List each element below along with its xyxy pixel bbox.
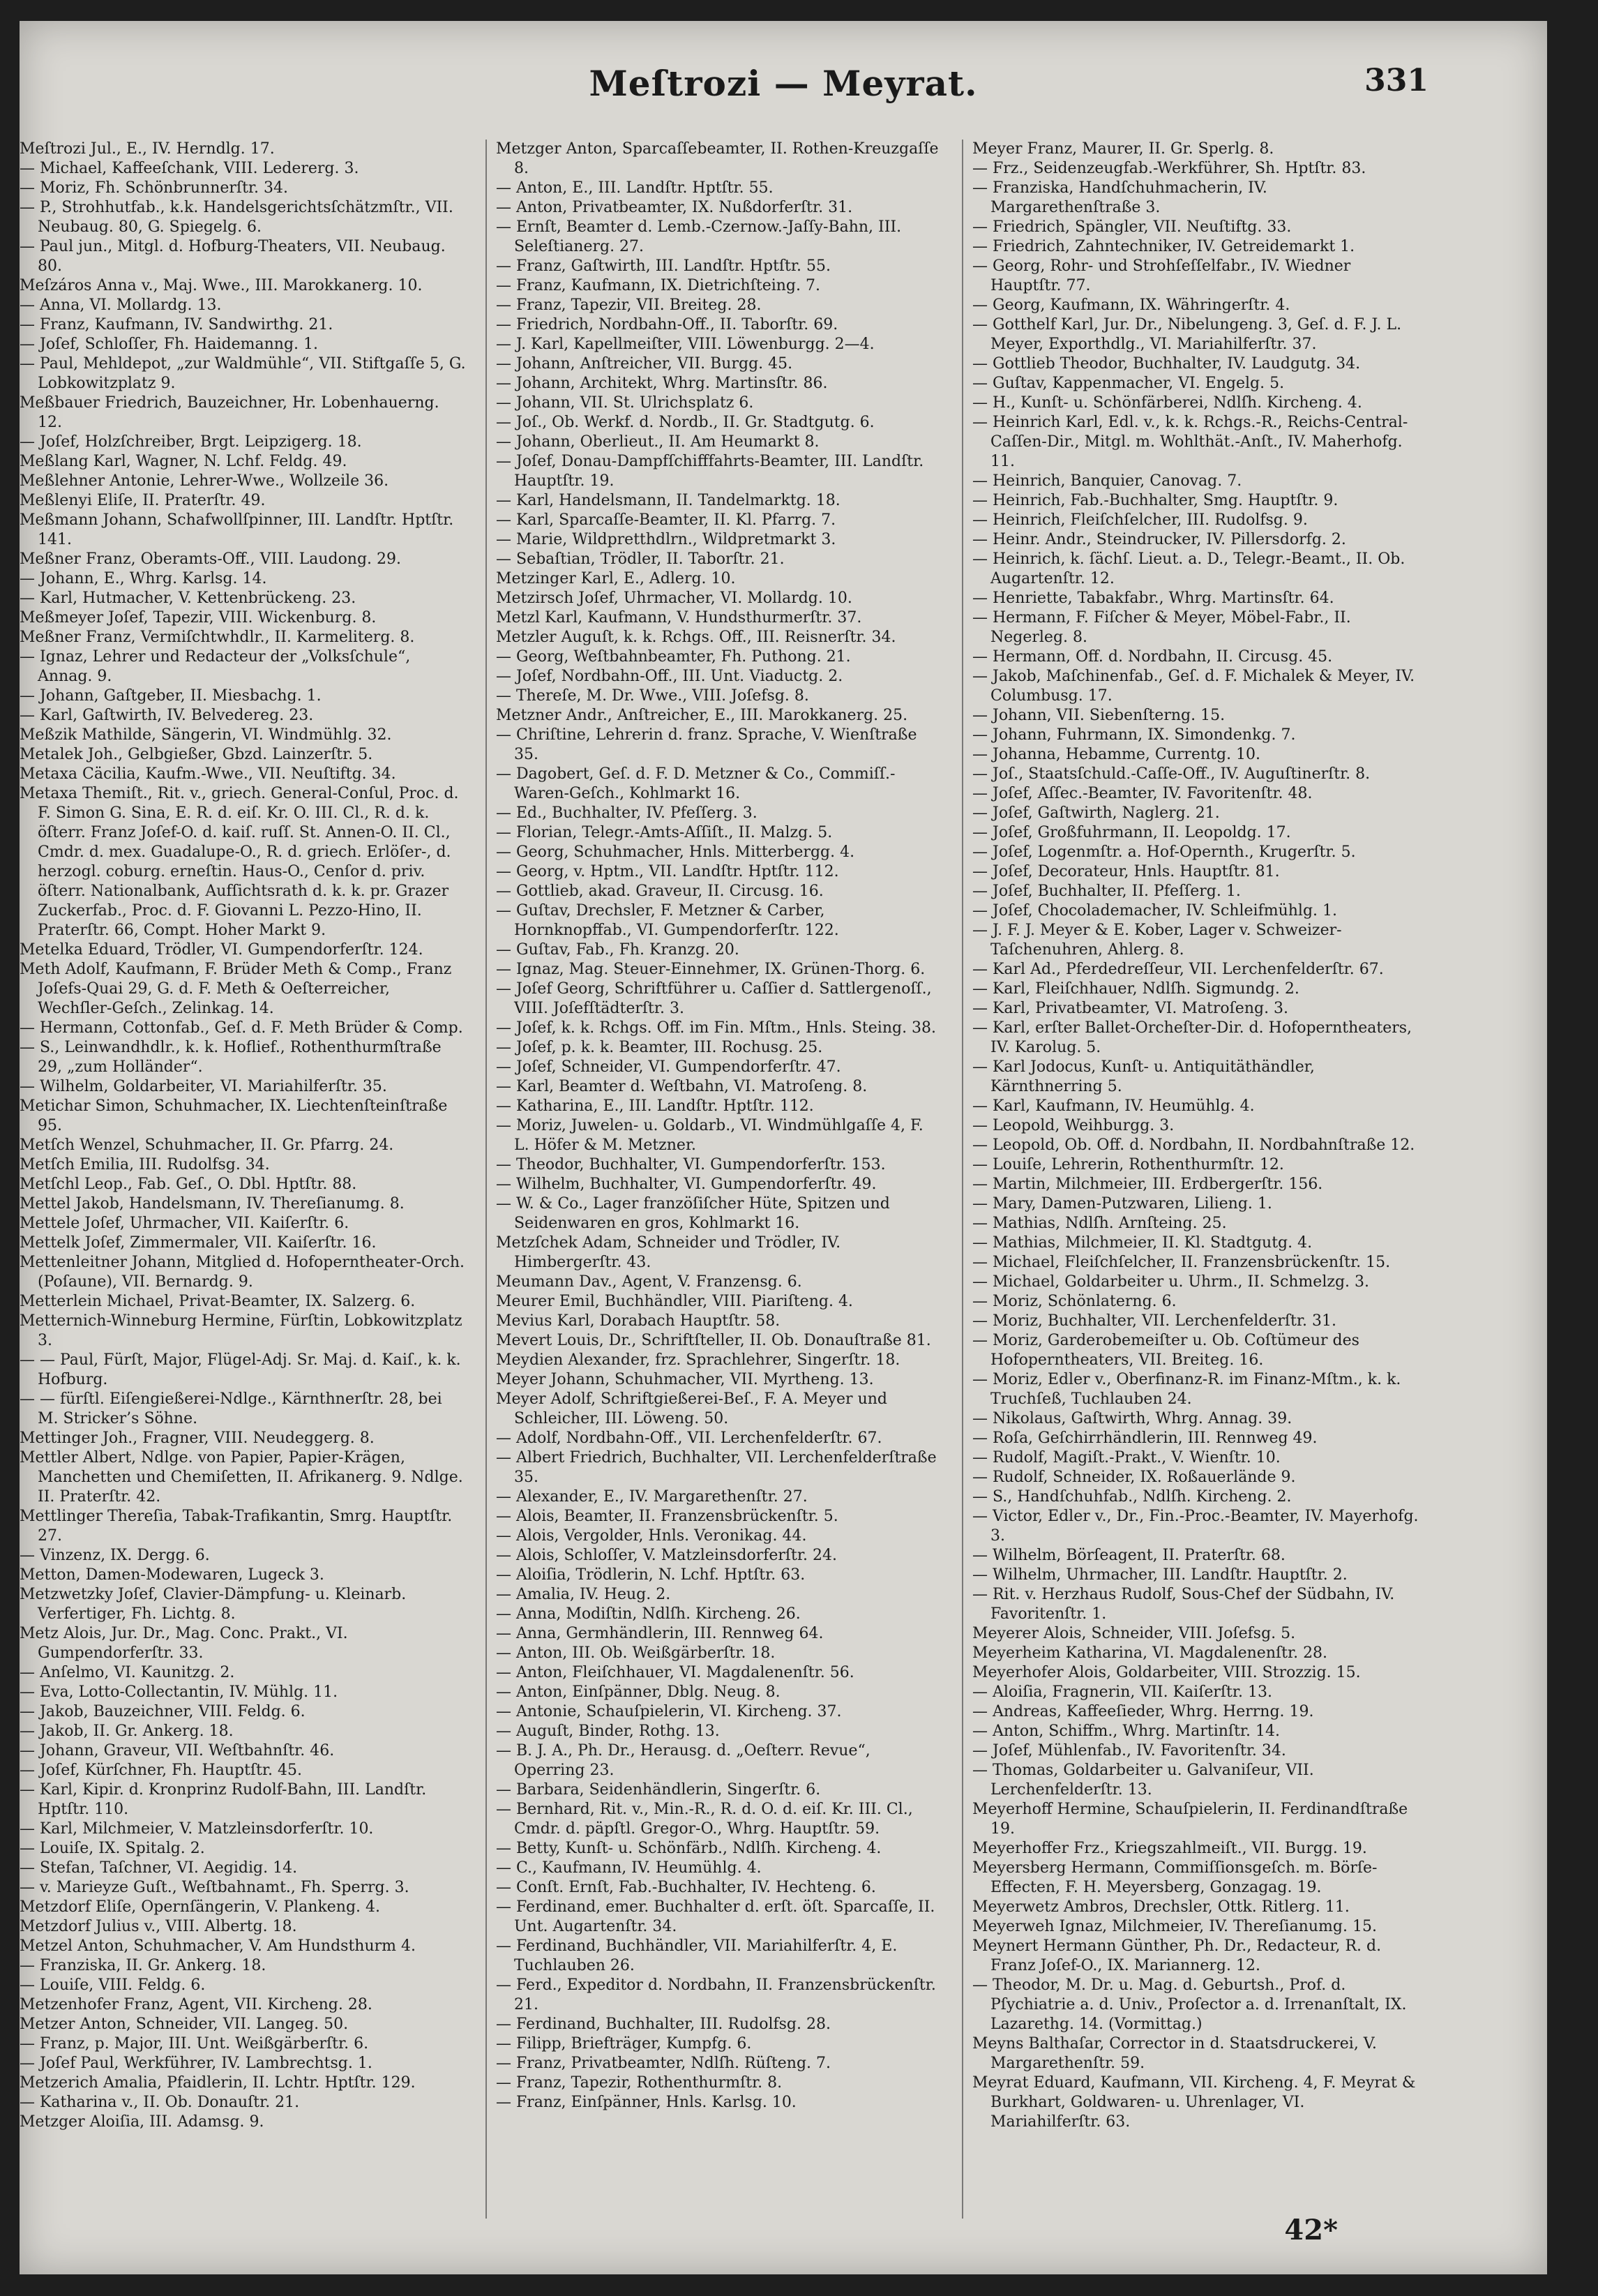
directory-entry: — Heinrich, k. ſächſ. Lieut. a. D., Telegr.-Beamt., II. Ob. Augartenſtr. 12. [972, 550, 1405, 587]
directory-entry: — Ed., Buchhalter, IV. Pfeſſerg. 3. [496, 804, 757, 822]
directory-entry: — Nikolaus, Gaſtwirth, Whrg. Annag. 39. [972, 1410, 1292, 1427]
directory-entry: — Heinr. Andr., Steindrucker, IV. Pillersdorfg. 2. [972, 531, 1346, 548]
directory-entry: — Karl, Kipir. d. Kronprinz Rudolf-Bahn, III. Landſtr. Hptſtr. 110. [20, 1781, 427, 1818]
directory-entry: Meyns Balthaſar, Corrector in d. Staatsdruckerei, V. Margarethenſtr. 59. [972, 2035, 1377, 2072]
directory-entry: — Adolf, Nordbahn-Off., VII. Lerchenfelderſtr. 67. [496, 1430, 882, 1447]
directory-entry: — Franz, Privatbeamter, Ndlſh. Rüſteng. 7. [496, 2055, 831, 2072]
directory-entry: Metalek Joh., Gelbgießer, Gbzd. Lainzerſtr. 5. [20, 746, 373, 763]
directory-entry: — Rudolf, Magiſt.-Prakt., V. Wienſtr. 10. [972, 1449, 1281, 1466]
directory-entry: Mettelk Joſef, Zimmermaler, VII. Kaiſerſtr. 16. [20, 1234, 377, 1252]
directory-entry: — Georg, Kaufmann, IX. Währingerſtr. 4. [972, 297, 1290, 314]
directory-entry: — Karl, Kaufmann, IV. Heumühlg. 4. [972, 1097, 1255, 1115]
directory-entry: — Ignaz, Lehrer und Redacteur der „Volksſchule“, Annag. 9. [20, 648, 411, 685]
directory-entry: — Stefan, Taſchner, VI. Aegidig. 14. [20, 1859, 298, 1877]
directory-entry: — Ferd., Expeditor d. Nordbahn, II. Franzensbrückenſtr. 21. [496, 1976, 936, 2013]
directory-entry: — Karl, Fleiſchhauer, Ndlſh. Sigmundg. 2. [972, 980, 1299, 998]
directory-entry: — Wilhelm, Uhrmacher, III. Landſtr. Hauptſtr. 2. [972, 1566, 1348, 1584]
directory-entry: — Joſ., Ob. Werkf. d. Nordb., II. Gr. Stadtgutg. 6. [496, 414, 875, 431]
directory-entry: — Antonie, Schauſpielerin, VI. Kircheng. 37. [496, 1703, 842, 1720]
directory-entry: — Friedrich, Spängler, VII. Neuſtiftg. 33. [972, 218, 1292, 236]
directory-entry: — Mathias, Ndlſh. Arnſteing. 25. [972, 1215, 1227, 1232]
directory-entry: — Louiſe, Lehrerin, Rothenthurmſtr. 12. [972, 1156, 1284, 1173]
directory-entry: — Joſef, k. k. Rchgs. Off. im Fin. Mſtm., Hnls. Steing. 38. [496, 1019, 937, 1037]
directory-entry: — Thereſe, M. Dr. Wwe., VIII. Joſefsg. 8. [496, 687, 809, 705]
directory-entry: — Joſef, Decorateur, Hnls. Hauptſtr. 81. [972, 863, 1280, 880]
directory-entry: — Karl, Milchmeier, V. Matzleinsdorferſtr. 10. [20, 1820, 374, 1838]
directory-entry: Meßner Franz, Oberamts-Off., VIII. Laudong. 29. [20, 550, 402, 568]
directory-entry: — Johann, Graveur, VII. Weſtbahnſtr. 46. [20, 1742, 335, 1759]
directory-entry: — Franz, p. Major, III. Unt. Weißgärberſtr. 6. [20, 2035, 369, 2053]
directory-entry: — Johann, Fuhrmann, IX. Simondenkg. 7. [972, 726, 1296, 744]
directory-entry: — Georg, Rohr- und Strohſeſſelfabr., IV. Wiedner Hauptſtr. 77. [972, 257, 1351, 294]
directory-entry: — Mathias, Milchmeier, II. Kl. Stadtgutg. 4. [972, 1234, 1313, 1252]
directory-entry: — Joſef, Donau-Dampfſchifffahrts-Beamter, III. Landſtr. Hauptſtr. 19. [496, 453, 924, 490]
directory-entry: — Gotthelf Karl, Jur. Dr., Nibelungeng. 3, Geſ. d. F. J. L. Meyer, Exporthdlg., VI. Mariahilferſtr. 37. [972, 316, 1402, 353]
directory-entry: — Guſtav, Drechsler, F. Metzner & Carber, Hornknopffab., VI. Gumpendorferſtr. 122. [496, 902, 839, 939]
directory-entry: — Franz, Kaufmann, IV. Sandwirthg. 21. [20, 316, 333, 333]
directory-entry: — Karl, Privatbeamter, VI. Matroſeng. 3. [972, 1000, 1289, 1017]
directory-entry: — J. F. J. Meyer & E. Kober, Lager v. Schweizer-Taſchenuhren, Ahlerg. 8. [972, 922, 1342, 959]
directory-entry: — C., Kaufmann, IV. Heumühlg. 4. [496, 1859, 762, 1877]
directory-entry: — Anna, Modiſtin, Ndlſh. Kircheng. 26. [496, 1605, 801, 1623]
directory-entry: — Heinrich, Banquier, Canovag. 7. [972, 472, 1242, 490]
directory-entry: — Chriſtine, Lehrerin d. franz. Sprache, V. Wienſtraße 35. [496, 726, 917, 763]
directory-entry: — Eva, Lotto-Collectantin, IV. Mühlg. 11. [20, 1683, 338, 1701]
directory-entry: Mettel Jakob, Handelsmann, IV. Thereſianumg. 8. [20, 1195, 405, 1213]
directory-entry: Mettinger Joh., Fragner, VIII. Neudeggerg. 8. [20, 1430, 375, 1447]
directory-entry: — Ferdinand, emer. Buchhalter d. erſt. öſt. Sparcaſſe, II. Unt. Augartenſtr. 34. [496, 1898, 935, 1935]
directory-entry: Metzinger Karl, E., Adlerg. 10. [496, 570, 736, 587]
directory-entry: — Joſef, Nordbahn-Off., III. Unt. Viaductg. 2. [496, 668, 843, 685]
directory-entry: — Anton, III. Ob. Weißgärberſtr. 18. [496, 1644, 776, 1662]
directory-entry: — Andreas, Kaffeeſieder, Whrg. Herrng. 19. [972, 1703, 1314, 1720]
directory-entry: — Thomas, Goldarbeiter u. Galvaniſeur, VII. Lerchenfelderſtr. 13. [972, 1762, 1314, 1799]
directory-entry: — Franziska, II. Gr. Ankerg. 18. [20, 1957, 266, 1974]
directory-entry: — Franz, Einſpänner, Hnls. Karlsg. 10. [496, 2094, 797, 2111]
directory-entry: — Alexander, E., IV. Margarethenſtr. 27. [496, 1488, 808, 1506]
directory-entry: — Anton, Schiffm., Whrg. Martinſtr. 14. [972, 1723, 1280, 1740]
directory-entry: — Theodor, Buchhalter, VI. Gumpendorferſtr. 153. [496, 1156, 886, 1173]
directory-entry: — Moriz, Buchhalter, VII. Lerchenfelderſtr. 31. [972, 1312, 1336, 1330]
directory-entry: — Franz, Gaſtwirth, III. Landſtr. Hptſtr. 55. [496, 257, 831, 275]
directory-columns [20, 140, 1547, 2233]
directory-entry: — Anton, Fleiſchhauer, VI. Magdalenenſtr. 56. [496, 1664, 854, 1681]
directory-entry: Metelka Eduard, Trödler, VI. Gumpendorferſtr. 124. [20, 941, 423, 959]
directory-entry: — Franz, Kaufmann, IX. Dietrichſteing. 7. [496, 277, 820, 294]
directory-entry: — Georg, v. Hptm., VII. Landſtr. Hptſtr. 112. [496, 863, 839, 880]
directory-entry: — Jakob, II. Gr. Ankerg. 18. [20, 1723, 234, 1740]
directory-entry: Meßzik Mathilde, Sängerin, VI. Windmühlg. 32. [20, 726, 392, 744]
directory-entry: Meßmeyer Joſef, Tapezir, VIII. Wickenburg. 8. [20, 609, 377, 626]
directory-entry: — H., Kunſt- u. Schönfärberei, Ndlſh. Kircheng. 4. [972, 394, 1362, 412]
directory-entry: — v. Marieyze Guſt., Weſtbahnamt., Fh. Sperrg. 3. [20, 1879, 409, 1896]
directory-entry: — Franz, Tapezir, Rothenthurmſtr. 8. [496, 2074, 783, 2092]
directory-entry: — Auguſt, Binder, Rothg. 13. [496, 1723, 720, 1740]
directory-entry: — Alois, Schloſſer, V. Matzleinsdorferſtr. 24. [496, 1547, 837, 1564]
directory-entry: — Franz, Tapezir, VII. Breiteg. 28. [496, 297, 762, 314]
directory-entry: — Johanna, Hebamme, Currentg. 10. [972, 746, 1261, 763]
directory-entry: Meth Adolf, Kaufmann, F. Brüder Meth & Comp., Franz Joſefs-Quai 29, G. d. F. Meth & Oeſterreicher, Wechſler-Geſch., Zelinkag. 14. [20, 961, 452, 1017]
directory-entry: — Paul, Mehldepot, „zur Waldmühle“, VII. Stiftgaſſe 5, G. Lobkowitzplatz 9. [20, 355, 466, 392]
directory-entry: — — Paul, Fürſt, Major, Flügel-Adj. Sr. Maj. d. Kaiſ., k. k. Hofburg. [20, 1351, 461, 1388]
directory-entry: — Joſef, Aſſec.-Beamter, IV. Favoritenſtr. 48. [972, 785, 1313, 802]
directory-entry: — Florian, Telegr.-Amts-Aſſiſt., II. Malzg. 5. [496, 824, 833, 841]
directory-entry: — Aloiſia, Fragnerin, VII. Kaiſerſtr. 13. [972, 1683, 1272, 1701]
directory-entry: Meyerwetz Ambros, Drechsler, Ottk. Ritlerg. 11. [972, 1898, 1350, 1916]
directory-entry: — Ernſt, Beamter d. Lemb.-Czernow.-Jaſſy-Bahn, III. Seleſtianerg. 27. [496, 218, 902, 255]
directory-entry: Metſch Emilia, III. Rudolfsg. 34. [20, 1156, 270, 1173]
directory-entry: — Anton, Privatbeamter, IX. Nußdorferſtr. 31. [496, 199, 853, 216]
directory-entry: — Joſef, Großfuhrmann, II. Leopoldg. 17. [972, 824, 1291, 841]
directory-entry: Metzenhofer Franz, Agent, VII. Kircheng. 28. [20, 1996, 372, 2013]
directory-entry: — Johann, VII. Siebenſterng. 15. [972, 707, 1226, 724]
directory-entry: — W. & Co., Lager franzöſiſcher Hüte, Spitzen und Seidenwaren en gros, Kohlmarkt 16. [496, 1195, 890, 1232]
directory-entry: — Guſtav, Kappenmacher, VI. Engelg. 5. [972, 375, 1285, 392]
directory-entry: — Filipp, Briefträger, Kumpfg. 6. [496, 2035, 752, 2053]
directory-entry: — Theodor, M. Dr. u. Mag. d. Geburtsh., Prof. d. Pſychiatrie a. d. Univ., Proſector a. d. Irrenanſtalt, IX. Lazarethg. 14. (Vormittag.) [972, 1976, 1407, 2033]
directory-entry: — Hermann, Off. d. Nordbahn, II. Circusg. 45. [972, 648, 1333, 666]
directory-entry: — Karl Jodocus, Kunſt- u. Antiquitäthändler, Kärnthnerring 5. [972, 1058, 1315, 1095]
directory-entry: — Amalia, IV. Heug. 2. [496, 1586, 671, 1603]
directory-entry: Mevius Karl, Dorabach Hauptſtr. 58. [496, 1312, 781, 1330]
directory-entry: Mettenleitner Johann, Mitglied d. Hofoperntheater-Orch. (Poſaune), VII. Bernardg. 9. [20, 1254, 465, 1291]
directory-entry: Meyerhoffer Frz., Kriegszahlmeiſt., VII. Burgg. 19. [972, 1840, 1367, 1857]
page-number: 331 [1364, 63, 1429, 98]
directory-entry: — Joſef, Mühlenfab., IV. Favoritenſtr. 34. [972, 1742, 1286, 1759]
directory-entry: Mettler Albert, Ndlge. von Papier, Papier-Krägen, Manchetten und Chemiſetten, II. Afrikanerg. 9. Ndlge. II. Praterſtr. 42. [20, 1449, 463, 1506]
column-divider [962, 140, 963, 2219]
directory-entry: — Aloiſia, Trödlerin, N. Lchf. Hptſtr. 63. [496, 1566, 806, 1584]
directory-entry: Metzdorf Julius v., VIII. Albertg. 18. [20, 1918, 297, 1935]
directory-entry: — Karl, Gaſtwirth, IV. Belvedereg. 23. [20, 707, 314, 724]
directory-entry: — Dagobert, Geſ. d. F. D. Metzner & Co., Commiſſ.-Waren-Geſch., Kohlmarkt 16. [496, 765, 896, 802]
directory-entry: Metzerich Amalia, Pfaidlerin, II. Lchtr. Hptſtr. 129. [20, 2074, 416, 2092]
directory-entry: Meydien Alexander, frz. Sprachlehrer, Singerſtr. 18. [496, 1351, 900, 1369]
directory-entry: Metaxa Themiſt., Rit. v., griech. General-Conſul, Proc. d. F. Simon G. Sina, E. R. d. eiſ. Kr. O. III. Cl., R. d. k. öſterr. Franz Joſef-O. d. kaiſ. ruſſ. St. Annen-O. II. Cl., Cmdr. d. mex. Guadalupe-O., R. d. griech. Erlöſer-, d. herzogl. coburg. erneſtin. Haus-O., Cenſor d. priv. öſterr. Nationalbank, Aufſichtsrath d. k. k. pr. Grazer Zuckerfab., Proc. d. F. Giovanni L. Pezzo-Hino, II. Praterſtr. 66, Compt. Hoher Markt 9. [20, 785, 459, 939]
directory-entry: — Joſef, Schneider, VI. Gumpendorferſtr. 47. [496, 1058, 841, 1076]
directory-entry: — Sebaſtian, Trödler, II. Taborſtr. 21. [496, 550, 785, 568]
directory-entry: Meßlenyi Eliſe, II. Praterſtr. 49. [20, 492, 266, 509]
directory-entry: Mettele Joſef, Uhrmacher, VII. Kaiſerſtr. 6. [20, 1215, 349, 1232]
directory-entry: — Vinzenz, IX. Dergg. 6. [20, 1547, 210, 1564]
directory-entry: — Jakob, Maſchinenfab., Geſ. d. F. Michalek & Meyer, IV. Columbusg. 17. [972, 668, 1415, 705]
directory-entry: Metzner Andr., Anſtreicher, E., III. Marokkanerg. 25. [496, 707, 908, 724]
directory-entry: — Karl, Sparcaſſe-Beamter, II. Kl. Pfarrg. 7. [496, 511, 836, 529]
directory-entry: Metzler Auguſt, k. k. Rchgs. Off., III. Reisnerſtr. 34. [496, 629, 896, 646]
directory-entry: — Moriz, Juwelen- u. Goldarb., VI. Windmühlgaſſe 4, F. L. Höfer & M. Metzner. [496, 1117, 924, 1154]
directory-entry: — Joſef, Chocolademacher, IV. Schleifmühlg. 1. [972, 902, 1338, 920]
directory-entry: — Joſef, Kürſchner, Fh. Hauptſtr. 45. [20, 1762, 302, 1779]
directory-entry: Metterlein Michael, Privat-Beamter, IX. Salzerg. 6. [20, 1293, 416, 1310]
directory-entry: — Rit. v. Herzhaus Rudolf, Sous-Chef der Südbahn, IV. Favoritenſtr. 1. [972, 1586, 1395, 1623]
directory-entry: — Henriette, Tabakfabr., Whrg. Martinsſtr. 64. [972, 590, 1334, 607]
directory-entry: — Frz., Seidenzeugfab.-Werkführer, Sh. Hptſtr. 83. [972, 160, 1366, 177]
directory-entry: — Jakob, Bauzeichner, VIII. Feldg. 6. [20, 1703, 306, 1720]
directory-entry: Meyerer Alois, Schneider, VIII. Joſefsg. 5. [972, 1625, 1296, 1642]
directory-entry: — Franziska, Handſchuhmacherin, IV. Margarethenſtraße 3. [972, 179, 1267, 216]
directory-entry: — Alois, Vergolder, Hnls. Veronikag. 44. [496, 1527, 807, 1545]
directory-entry: — J. Karl, Kapellmeiſter, VIII. Löwenburgg. 2—4. [496, 336, 875, 353]
directory-entry: — Ignaz, Mag. Steuer-Einnehmer, IX. Grünen-Thorg. 6. [496, 961, 926, 978]
directory-entry: — Michael, Goldarbeiter u. Uhrm., II. Schmelzg. 3. [972, 1273, 1370, 1291]
directory-entry: Metz Alois, Jur. Dr., Mag. Conc. Prakt., VI. Gumpendorferſtr. 33. [20, 1625, 348, 1662]
directory-entry: — Moriz, Garderobemeiſter u. Ob. Coſtümeur des Hofoperntheaters, VII. Breiteg. 16. [972, 1332, 1359, 1369]
directory-entry: — Bernhard, Rit. v., Min.-R., R. d. O. d. eiſ. Kr. III. Cl., Cmdr. d. päpſtl. Gregor-O., Whrg. Hauptſtr. 59. [496, 1801, 913, 1838]
directory-entry: Meßlang Karl, Wagner, N. Lchf. Feldg. 49. [20, 453, 347, 470]
directory-entry: — Roſa, Geſchirrhändlerin, III. Rennweg 49. [972, 1430, 1318, 1447]
directory-entry: Metzger Anton, Sparcaſſebeamter, II. Rothen-Kreuzgaſſe 8. [496, 140, 939, 177]
directory-entry: — S., Leinwandhdlr., k. k. Hoflief., Rothenthurmſtraße 29, „zum Holländer“. [20, 1039, 442, 1076]
directory-entry: — Joſef Georg, Schriftführer u. Caſſier d. Sattlergenoſſ., VIII. Joſefſtädterſtr. 3. [496, 980, 932, 1017]
directory-entry: — — fürſtl. Eiſengießerei-Ndlge., Kärnthnerſtr. 28, bei M. Stricker’s Söhne. [20, 1390, 442, 1427]
directory-entry: Meyersberg Hermann, Commiſſionsgeſch. m. Börſe-Effecten, F. H. Meyersberg, Gonzagag. 19. [972, 1859, 1378, 1896]
directory-entry: Meyrat Eduard, Kaufmann, VII. Kircheng. 4, F. Meyrat & Burkhart, Goldwaren- u. Uhrenlager, VI. Mariahilferſtr. 63. [972, 2074, 1416, 2131]
column-divider [485, 140, 487, 2219]
directory-entry: — Karl Ad., Pferdedreſſeur, VII. Lerchenfelderſtr. 67. [972, 961, 1384, 978]
directory-entry: — Georg, Schuhmacher, Hnls. Mitterbergg. 4. [496, 843, 855, 861]
directory-entry: — Gottlieb Theodor, Buchhalter, IV. Laudgutg. 34. [972, 355, 1361, 373]
directory-entry: Meyer Adolf, Schriftgießerei-Beſ., F. A. Meyer und Schleicher, III. Löweng. 50. [496, 1390, 887, 1427]
directory-entry: — Moriz, Schönlaterng. 6. [972, 1293, 1177, 1310]
directory-entry: — Katharina v., II. Ob. Donauſtr. 21. [20, 2094, 300, 2111]
directory-entry: Meyerweh Ignaz, Milchmeier, IV. Thereſianumg. 15. [972, 1918, 1377, 1935]
directory-entry: — B. J. A., Ph. Dr., Herausg. d. „Oeſterr. Revue“, Operring 23. [496, 1742, 870, 1779]
directory-entry: Meyerhofer Alois, Goldarbeiter, VIII. Strozzig. 15. [972, 1664, 1361, 1681]
directory-entry: — Leopold, Ob. Off. d. Nordbahn, II. Nordbahnſtraße 12. [972, 1136, 1415, 1154]
directory-entry: — Johann, Oberlieut., II. Am Heumarkt 8. [496, 433, 820, 451]
directory-entry: — Karl, Beamter d. Weſtbahn, VI. Matroſeng. 8. [496, 1078, 868, 1095]
directory-entry: — Betty, Kunſt- u. Schönfärb., Ndlſh. Kircheng. 4. [496, 1840, 882, 1857]
directory-entry: — Albert Friedrich, Buchhalter, VII. Lerchenfelderſtraße 35. [496, 1449, 937, 1486]
page-title: Meſtrozi — Meyrat. [589, 63, 978, 104]
page-header [20, 63, 1547, 119]
directory-entry: — Joſ., Staatsſchuld.-Caſſe-Off., IV. Auguſtinerſtr. 8. [972, 765, 1371, 783]
directory-entry: — Mary, Damen-Putzwaren, Liliеng. 1. [972, 1195, 1272, 1213]
directory-entry: — Marie, Wildpretthdlrn., Wildpretmarkt 3. [496, 531, 836, 548]
directory-entry: — Alois, Beamter, II. Franzensbrückenſtr. 5. [496, 1508, 838, 1525]
directory-entry: — Hermann, F. Fiſcher & Meyer, Möbel-Fabr., II. Negerleg. 8. [972, 609, 1351, 646]
directory-entry: Meyerheim Katharina, VI. Magdalenenſtr. 28. [972, 1644, 1328, 1662]
directory-entry: Meyer Johann, Schuhmacher, VII. Myrtheng. 13. [496, 1371, 874, 1388]
directory-entry: — Johann, Gaſtgeber, II. Miesbachg. 1. [20, 687, 322, 705]
directory-entry: — Guſtav, Fab., Fh. Kranzg. 20. [496, 941, 739, 959]
directory-entry: Mevert Louis, Dr., Schriftſteller, II. Ob. Donauſtraße 81. [496, 1332, 931, 1349]
column-3 [972, 140, 1419, 2219]
directory-entry: Metzdorf Eliſe, Opernſängerin, V. Plankeng. 4. [20, 1898, 381, 1916]
directory-entry: Mettlinger Thereſia, Tabak-Trafikantin, Smrg. Hauptſtr. 27. [20, 1508, 453, 1545]
directory-entry: Meumann Dav., Agent, V. Franzensg. 6. [496, 1273, 802, 1291]
directory-entry: — Ferdinand, Buchhändler, VII. Mariahilferſtr. 4, E. Tuchlauben 26. [496, 1937, 898, 1974]
directory-entry: Meſzáros Anna v., Maj. Wwe., III. Marokkanerg. 10. [20, 277, 423, 294]
directory-entry: — Michael, Fleiſchſelcher, II. Franzensbrückenſtr. 15. [972, 1254, 1391, 1271]
directory-entry: Meyer Franz, Maurer, II. Gr. Sperlg. 8. [972, 140, 1274, 158]
directory-entry: Metaxa Cäcilia, Kaufm.-Wwe., VII. Neuſtiftg. 34. [20, 765, 396, 783]
directory-page [20, 21, 1547, 2274]
directory-entry: — Anna, VI. Mollardg. 13. [20, 297, 222, 314]
directory-entry: Meynert Hermann Günther, Ph. Dr., Redacteur, R. d. Franz Joſef-O., IX. Mariannerg. 12. [972, 1937, 1382, 1974]
directory-entry: Metton, Damen-Modewaren, Lugeck 3. [20, 1566, 324, 1584]
directory-entry: — Karl, erſter Ballet-Orcheſter-Dir. d. Hofoperntheaters, IV. Karolug. 5. [972, 1019, 1412, 1056]
directory-entry: — Leopold, Weihburgg. 3. [972, 1117, 1175, 1134]
directory-entry: — Johann, Architekt, Whrg. Martinsſtr. 86. [496, 375, 828, 392]
directory-entry: — Joſef, Schloſſer, Fh. Haidemanng. 1. [20, 336, 319, 353]
directory-entry: — Katharina, E., III. Landſtr. Hptſtr. 112. [496, 1097, 814, 1115]
directory-entry: — Louiſe, IX. Spitalg. 2. [20, 1840, 205, 1857]
directory-entry: Metzl Karl, Kaufmann, V. Hundsthurmerſtr. 37. [496, 609, 862, 626]
directory-entry: — Joſef Paul, Werkführer, IV. Lambrechtsg. 1. [20, 2055, 372, 2072]
directory-entry: Metzger Aloiſia, III. Adamsg. 9. [20, 2113, 264, 2131]
directory-entry: — Johann, Anſtreicher, VII. Burgg. 45. [496, 355, 793, 373]
directory-entry: — Hermann, Cottonfab., Geſ. d. F. Meth Brüder & Comp. [20, 1019, 463, 1037]
directory-entry: Meßbauer Friedrich, Bauzeichner, Hr. Lobenhauerng. 12. [20, 394, 439, 431]
directory-entry: Meßner Franz, Vermiſchtwhdlr., II. Karmeliterg. 8. [20, 629, 415, 646]
directory-entry: Meſtrozi Jul., E., IV. Herndlg. 17. [20, 140, 275, 158]
directory-entry: — Moriz, Edler v., Oberfinanz-R. im Finanz-Mſtm., k. k. Truchſeß, Tuchlauben 24. [972, 1371, 1401, 1408]
directory-entry: — Anton, Einſpänner, Dblg. Neug. 8. [496, 1683, 781, 1701]
directory-entry: — Friedrich, Zahntechniker, IV. Getreidemarkt 1. [972, 238, 1355, 255]
directory-entry: — Joſef, Logenmſtr. a. Hof-Opernth., Krugerſtr. 5. [972, 843, 1356, 861]
directory-entry: — Anton, E., III. Landſtr. Hptſtr. 55. [496, 179, 774, 197]
directory-entry: Metzirsch Joſef, Uhrmacher, VI. Mollardg. 10. [496, 590, 852, 607]
directory-entry: — Paul jun., Mitgl. d. Hofburg-Theaters, VII. Neubaug. 80. [20, 238, 446, 275]
directory-entry: — Barbara, Seidenhändlerin, Singerſtr. 6. [496, 1781, 821, 1799]
directory-entry: Metzel Anton, Schuhmacher, V. Am Hundsthurm 4. [20, 1937, 416, 1955]
directory-entry: — Michael, Kaffeeſchank, VIII. Ledererg. 3. [20, 160, 359, 177]
directory-entry: Metzwetzky Joſef, Clavier-Dämpfung- u. Kleinarb. Verfertiger, Fh. Lichtg. 8. [20, 1586, 407, 1623]
directory-entry: — Heinrich, Fab.-Buchhalter, Smg. Hauptſtr. 9. [972, 492, 1339, 509]
directory-entry: — Joſef, Gaſtwirth, Naglerg. 21. [972, 804, 1220, 822]
directory-entry: Meßlehner Antonie, Lehrer-Wwe., Wollzeile 36. [20, 472, 389, 490]
directory-entry: — Georg, Weſtbahnbeamter, Fh. Puthong. 21. [496, 648, 851, 666]
directory-entry: — Moriz, Fh. Schönbrunnerſtr. 34. [20, 179, 288, 197]
directory-entry: — Joſef, p. k. k. Beamter, III. Rochusg. 25. [496, 1039, 823, 1056]
directory-entry: Meßmann Johann, Schafwollſpinner, III. Landſtr. Hptſtr. 141. [20, 511, 454, 548]
directory-entry: — Louiſe, VIII. Feldg. 6. [20, 1976, 206, 1994]
directory-entry: — Ferdinand, Buchhalter, III. Rudolfsg. 28. [496, 2016, 831, 2033]
directory-entry: — Anſelmo, VI. Kaunitzg. 2. [20, 1664, 235, 1681]
directory-entry: — Gottlieb, akad. Graveur, II. Circusg. 16. [496, 883, 824, 900]
directory-entry: — Victor, Edler v., Dr., Fin.-Proc.-Beamter, IV. Mayerhofg. 3. [972, 1508, 1419, 1545]
column-1 [20, 140, 466, 2219]
directory-entry: — P., Strohhutfab., k.k. Handelsgerichtsſchätzmſtr., VII. Neubaug. 80, G. Spiegelg. 6. [20, 199, 453, 236]
directory-entry: Metſchl Leop., Fab. Geſ., O. Dbl. Hptſtr. 88. [20, 1176, 357, 1193]
directory-entry: Metzer Anton, Schneider, VII. Langeg. 50. [20, 2016, 349, 2033]
directory-entry: — Johann, E., Whrg. Karlsg. 14. [20, 570, 267, 587]
directory-entry: Meurer Emil, Buchhändler, VIII. Piariſteng. 4. [496, 1293, 853, 1310]
directory-entry: — Wilhelm, Goldarbeiter, VI. Mariahilferſtr. 35. [20, 1078, 387, 1095]
directory-entry: — Johann, VII. St. Ulrichsplatz 6. [496, 394, 754, 412]
directory-entry: Metternich-Winneburg Hermine, Fürſtin, Lobkowitzplatz 3. [20, 1312, 462, 1349]
directory-entry: — Martin, Milchmeier, III. Erdbergerſtr. 156. [972, 1176, 1323, 1193]
directory-entry: — Rudolf, Schneider, IX. Roßauerlände 9. [972, 1469, 1296, 1486]
directory-entry: — Wilhelm, Buchhalter, VI. Gumpendorferſtr. 49. [496, 1176, 877, 1193]
directory-entry: — Anna, Germhändlerin, III. Rennweg 64. [496, 1625, 824, 1642]
directory-entry: — Heinrich, Fleiſchſelcher, III. Rudolfsg. 9. [972, 511, 1308, 529]
directory-entry: — S., Handſchuhfab., Ndlſh. Kircheng. 2. [972, 1488, 1292, 1506]
column-2 [496, 140, 942, 2219]
directory-entry: — Karl, Hutmacher, V. Kettenbrückeng. 23. [20, 590, 356, 607]
directory-entry: — Karl, Handelsmann, II. Tandelmarktg. 18. [496, 492, 841, 509]
directory-entry: — Wilhelm, Börſeagent, II. Praterſtr. 68. [972, 1547, 1286, 1564]
directory-entry: Meyerhoff Hermine, Schauſpielerin, II. Ferdinandſtraße 19. [972, 1801, 1408, 1838]
directory-entry: — Friedrich, Nordbahn-Off., II. Taborſtr. 69. [496, 316, 838, 333]
signature-mark: 42* [1284, 2214, 1338, 2246]
directory-entry: Metſch Wenzel, Schuhmacher, II. Gr. Pfarrg. 24. [20, 1136, 394, 1154]
directory-entry: — Conſt. Ernſt, Fab.-Buchhalter, IV. Hechteng. 6. [496, 1879, 876, 1896]
directory-entry: — Joſef, Holzſchreiber, Brgt. Leipzigerg. 18. [20, 433, 362, 451]
directory-entry: — Joſef, Buchhalter, II. Pfeſſerg. 1. [972, 883, 1241, 900]
directory-entry: Metzſchek Adam, Schneider und Trödler, IV. Himbergerſtr. 43. [496, 1234, 841, 1271]
directory-entry: — Heinrich Karl, Edl. v., k. k. Rchgs.-R., Reichs-Central-Caſſen-Dir., Mitgl. m. Wohlthät.-Anſt., IV. Maherhofg. 11. [972, 414, 1408, 470]
directory-entry: Metichar Simon, Schuhmacher, IX. Liechtenſteinſtraße 95. [20, 1097, 448, 1134]
